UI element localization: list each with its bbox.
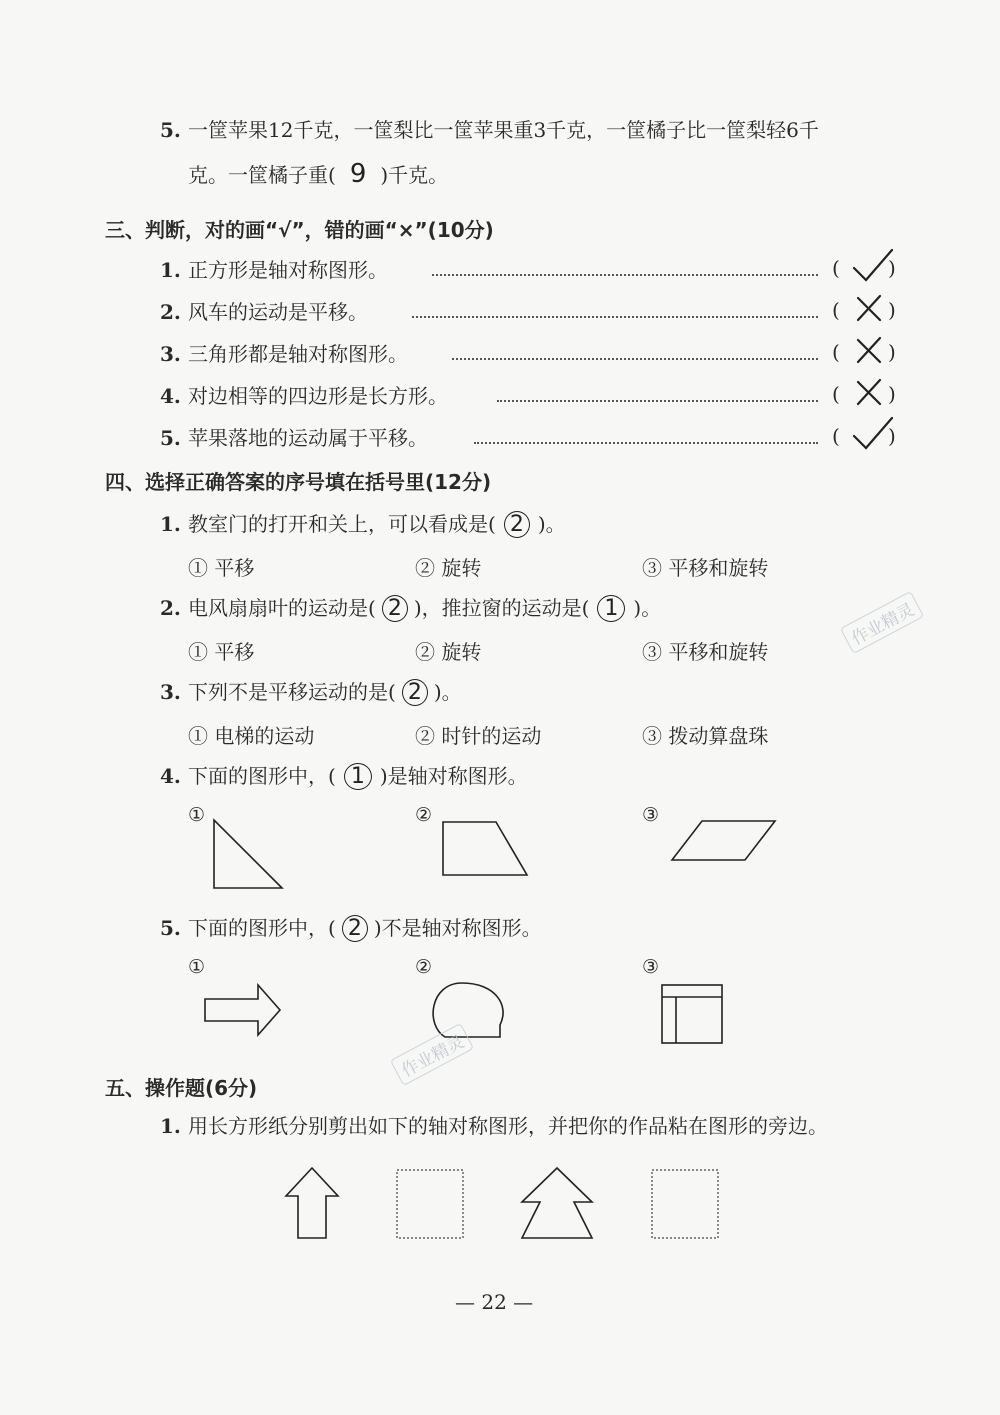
s4-q2-option-2: ② 旋转 bbox=[415, 640, 482, 664]
judgement-text: 三角形都是轴对称图形。 bbox=[188, 342, 408, 366]
judgement-text: 风车的运动是平移。 bbox=[188, 300, 368, 324]
cross-mark-icon bbox=[848, 330, 896, 370]
answer-paren-close: ) bbox=[888, 424, 896, 448]
section5-title: 五、操作题(6分) bbox=[105, 1076, 258, 1100]
judgement-number: 3. bbox=[160, 342, 181, 366]
s4-q5-figures bbox=[0, 975, 1000, 1075]
q5-answer: 9 bbox=[349, 159, 367, 189]
q5-line1 bbox=[160, 116, 819, 144]
page-number: — 22 — bbox=[455, 1290, 534, 1314]
answer-paren-open: ( bbox=[832, 382, 840, 406]
answer-paren-open: ( bbox=[832, 256, 840, 280]
s4-q1-option-1: ① 平移 bbox=[188, 556, 255, 580]
s4-q1-option-2: ② 旋转 bbox=[415, 556, 482, 580]
s4-q5-text: 下面的图形中，( bbox=[188, 916, 336, 940]
judgement-text: 苹果落地的运动属于平移。 bbox=[188, 426, 428, 450]
s4-q2-post: )。 bbox=[633, 596, 662, 620]
q5-text-pre: 克。一筐橘子重( bbox=[188, 163, 336, 187]
s4-q4 bbox=[160, 762, 528, 791]
answer-paren-close: ) bbox=[888, 256, 896, 280]
s5-figures bbox=[0, 1160, 1000, 1260]
s4-q3-option-3: ③ 拨动算盘珠 bbox=[642, 724, 769, 748]
watermark-2: 作业精灵 bbox=[390, 1023, 474, 1086]
q5-number: 5. bbox=[160, 118, 181, 142]
s4-q3-text: 下列不是平移运动的是( bbox=[188, 680, 396, 704]
s4-q2-mid: )，推拉窗的运动是( bbox=[413, 596, 590, 620]
judgement-item-4 bbox=[160, 382, 448, 410]
s4-q3-answer: 2 bbox=[402, 679, 428, 706]
parallelogram-shape bbox=[672, 821, 775, 860]
s5-q1 bbox=[160, 1112, 828, 1140]
judgement-item-3 bbox=[160, 340, 408, 368]
dotted-leader bbox=[412, 316, 818, 318]
s4-q2-option-3: ③ 平移和旋转 bbox=[642, 640, 769, 664]
answer-paren-close: ) bbox=[888, 382, 896, 406]
s4-q3-option-1: ① 电梯的运动 bbox=[188, 724, 315, 748]
s4-q1-number: 1. bbox=[160, 512, 181, 536]
s4-q2-text: 电风扇扇叶的运动是( bbox=[188, 596, 376, 620]
answer-paren-close: ) bbox=[888, 340, 896, 364]
s4-q5 bbox=[160, 914, 542, 943]
paste-box-2 bbox=[652, 1170, 718, 1238]
tree-arrow-shape bbox=[522, 1168, 592, 1238]
judgement-number: 4. bbox=[160, 384, 181, 408]
s4-q2-answer1: 2 bbox=[382, 595, 408, 622]
right-triangle-shape bbox=[214, 820, 282, 888]
q5-text-post: )千克。 bbox=[380, 163, 449, 187]
judgement-number: 5. bbox=[160, 426, 181, 450]
s4-q2-option-1: ① 平移 bbox=[188, 640, 255, 664]
s4-q1-text: 教室门的打开和关上，可以看成是( bbox=[188, 512, 496, 536]
judgement-number: 1. bbox=[160, 258, 181, 282]
cross-mark-icon bbox=[848, 372, 896, 412]
s4-q1-option-3: ③ 平移和旋转 bbox=[642, 556, 769, 580]
s4-q5-number: 5. bbox=[160, 916, 181, 940]
section3-title: 三、判断，对的画“√”，错的画“×”(10分) bbox=[105, 218, 494, 242]
divided-square-shape bbox=[662, 985, 722, 1043]
s4-q4-number: 4. bbox=[160, 764, 181, 788]
s4-q2-answer2: 1 bbox=[597, 595, 625, 622]
judgement-text: 对边相等的四边形是长方形。 bbox=[188, 384, 448, 408]
s4-q4-label-2: ② bbox=[415, 804, 433, 826]
s4-q5-label-3: ③ bbox=[642, 956, 660, 978]
judgement-item-1 bbox=[160, 256, 388, 284]
s4-q2 bbox=[160, 594, 661, 623]
s4-q3 bbox=[160, 678, 462, 707]
answer-paren-open: ( bbox=[832, 298, 840, 322]
judgement-item-2 bbox=[160, 298, 368, 326]
up-arrow-shape bbox=[286, 1168, 338, 1238]
s4-q3-post: )。 bbox=[433, 680, 462, 704]
cross-mark-icon bbox=[848, 288, 896, 328]
s4-q3-number: 3. bbox=[160, 680, 181, 704]
s4-q2-number: 2. bbox=[160, 596, 181, 620]
arrow-shape bbox=[205, 985, 280, 1035]
s4-q5-label-2: ② bbox=[415, 956, 433, 978]
s4-q5-label-1: ① bbox=[188, 956, 206, 978]
judgement-text: 正方形是轴对称图形。 bbox=[188, 258, 388, 282]
s4-q4-text: 下面的图形中，( bbox=[188, 764, 336, 788]
dotted-leader bbox=[497, 400, 818, 402]
paste-box-1 bbox=[397, 1170, 463, 1238]
check-mark-icon bbox=[848, 414, 896, 454]
s4-q4-answer: 1 bbox=[344, 763, 372, 790]
check-mark-icon bbox=[848, 246, 896, 286]
s4-q1-answer: 2 bbox=[504, 511, 530, 538]
q5-text-line1: 一筐苹果12千克，一筐梨比一筐苹果重3千克，一筐橘子比一筐梨轻6千 bbox=[188, 118, 819, 142]
s4-q1 bbox=[160, 510, 566, 539]
s4-q3-option-2: ② 时针的运动 bbox=[415, 724, 542, 748]
judgement-item-5 bbox=[160, 424, 428, 452]
answer-paren-open: ( bbox=[832, 340, 840, 364]
judgement-number: 2. bbox=[160, 300, 181, 324]
s4-q5-answer: 2 bbox=[342, 915, 368, 942]
trapezoid-shape bbox=[443, 822, 527, 875]
s5-q1-text: 用长方形纸分别剪出如下的轴对称图形，并把你的作品粘在图形的旁边。 bbox=[188, 1114, 828, 1138]
section4-title: 四、选择正确答案的序号填在括号里(12分) bbox=[105, 470, 492, 494]
dotted-leader bbox=[432, 274, 818, 276]
speech-bubble-shape bbox=[433, 983, 503, 1037]
s4-q5-post: )不是轴对称图形。 bbox=[373, 916, 542, 940]
q5-line2 bbox=[188, 160, 448, 189]
answer-paren-close: ) bbox=[888, 298, 896, 322]
dotted-leader bbox=[452, 358, 818, 360]
watermark-1: 作业精灵 bbox=[840, 591, 924, 654]
s4-q4-label-3: ③ bbox=[642, 804, 660, 826]
s4-q4-label-1: ① bbox=[188, 804, 206, 826]
dotted-leader bbox=[474, 442, 818, 444]
s4-q1-post: )。 bbox=[537, 512, 566, 536]
s5-q1-number: 1. bbox=[160, 1114, 181, 1138]
s4-q4-figures bbox=[0, 800, 1000, 920]
answer-paren-open: ( bbox=[832, 424, 840, 448]
s4-q4-post: )是轴对称图形。 bbox=[379, 764, 528, 788]
